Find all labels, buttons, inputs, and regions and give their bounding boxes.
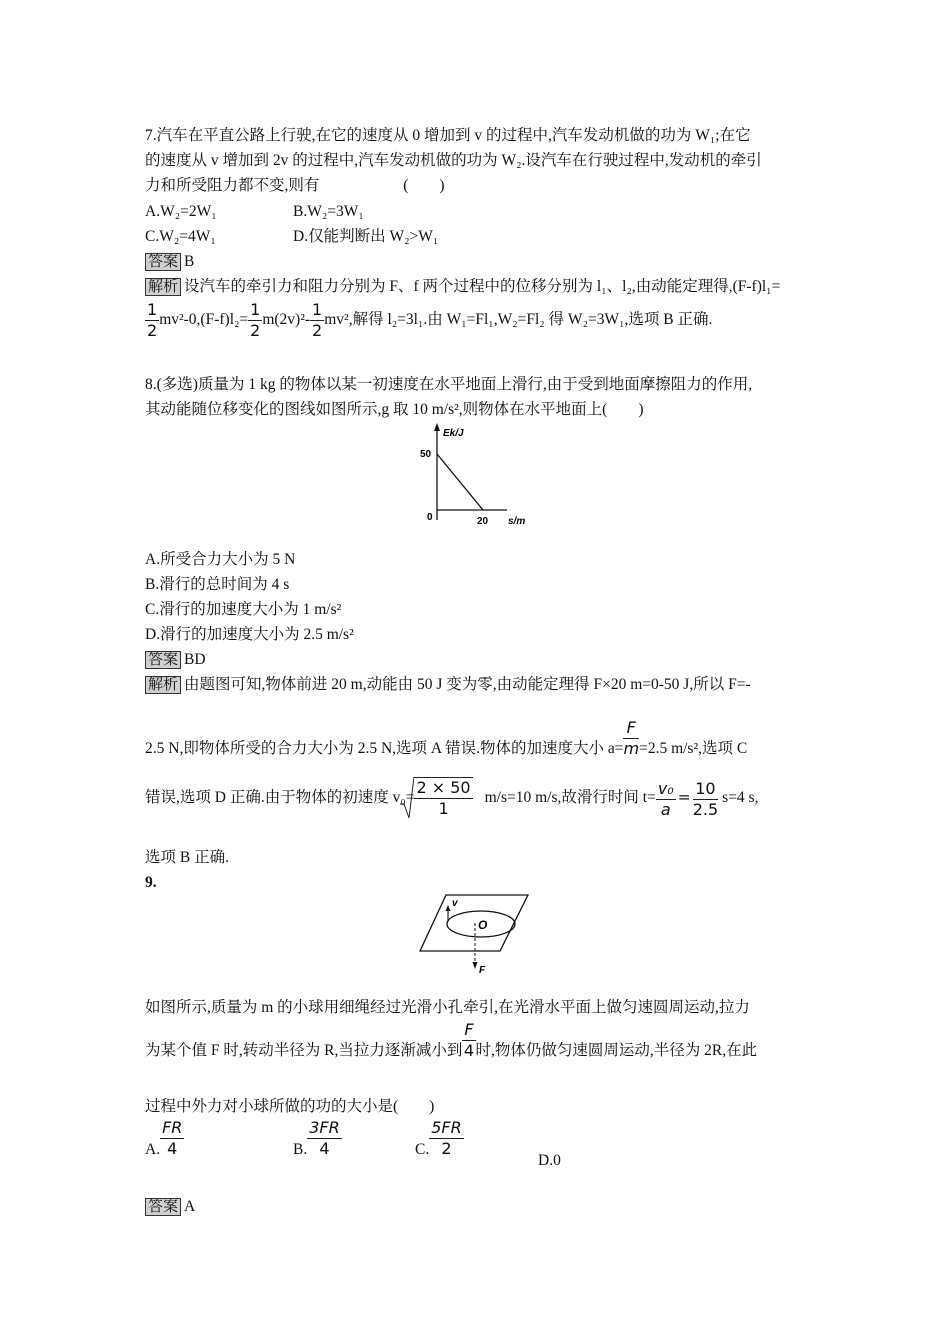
explain-label: 解析 [145,676,181,694]
q7-stem-line1: 7.汽车在平直公路上行驶,在它的速度从 0 增加到 v 的过程中,汽车发动机做的功为 W₁;在它 [145,127,751,144]
q9-fraction-f-over-4: $\frac{F}{4}$ [463,1020,475,1060]
q8-explain-text2a: 2.5 N,即物体所受的合力大小为 2.5 N,选项 A 错误.物体的加速度大小 a= [145,740,624,757]
q9-answer-row [145,1197,195,1217]
force-arrowhead-icon [473,962,478,969]
q7-stem-line3 [145,176,445,196]
q7-option-a: A.W₂=2W₁ [145,203,217,220]
q8-explain-text3b: m/s=10 m/s,故滑行时间 t= [484,789,656,806]
q8-fraction-10-over-2.5: $\frac{10}{2.5}$ [692,779,719,819]
q7-explain-text1: 设汽车的牵引力和阻力分别为 F、f 两个过程中的位移分别为 l₁、l₂,由动能定理得,(F-f)l₁= [184,278,781,295]
graph-x-tick: 20 [477,516,489,527]
q8-stem-line1: 8.(多选)质量为 1 kg 的物体以某一初速度在水平地面上滑行,由于受到地面摩擦阻力的作用, [145,376,753,393]
q9-option-d: D.0 [538,1152,561,1169]
q8-explain-line3 [145,775,758,820]
q9-number: 9. [145,874,157,891]
q8-answer: BD [184,651,206,668]
q8-explain-text3c: s=4 s, [722,789,759,806]
graph-y-tick: 50 [420,449,432,460]
figure-plane [420,895,528,951]
q8-answer-row [145,650,206,670]
q8-equals-sign: = [677,788,691,806]
q9-answer: A [184,1198,196,1215]
graph-y-label: Ek/J [443,428,464,439]
q9-figure [418,893,533,975]
q8-sqrt-expression: $\frac{2 \times 50}{1}$ [414,776,472,820]
q8-option-c: C.滑行的加速度大小为 1 m/s² [145,601,342,618]
q9-stem-line2 [145,1020,757,1061]
q8-fraction-v0-over-a: $\frac{\text{v₀}}{a}$ [657,779,674,819]
q8-fraction-f-over-m: $\frac{F}{m}$ [623,718,640,758]
q8-explain-text3a: 错误,选项 D 正确.由于物体的初速度 v₀= [145,789,415,806]
q7-explain-text2a: mv²-0,(F-f)l₂= [159,311,249,329]
q7-answer: B [184,253,195,270]
q8-explain-text1: 由题图可知,物体前进 20 m,动能由 50 J 变为零,由动能定理得 F×20 m=0-50 J,所以 F=- [184,676,751,693]
graph-x-label: s/m [508,516,526,527]
q8-ek-s-graph [415,420,540,532]
q7-fraction-half-2: $\frac{1}{2}$ [250,300,261,340]
q9-stem-line1: 如图所示,质量为 m 的小球用细绳经过光滑小孔牵引,在光滑水平面上做匀速圆周运动,拉力 [145,999,750,1016]
q7-explain-text2c: mv²,解得 l₂=3l₁.由 W₁=Fl₁,W₂=Fl₂ 得 W₂=3W₁,选项 B 正确. [324,311,713,329]
q7-fraction-half-1: $\frac{1}{2}$ [147,300,158,340]
graph-line [437,454,483,510]
figure-v-label: v [452,898,458,909]
q7-explain-text2b: m(2v)²- [262,311,311,329]
q8-explain-line1 [145,675,751,695]
q9-option-a: A. $\frac{FR}{4}$ [145,1118,183,1158]
q7-option-d: D.仅能判断出 W₂>W₁ [293,228,439,245]
q8-option-a: A.所受合力大小为 5 N [145,551,296,568]
graph-origin: 0 [427,512,433,523]
q7-answer-paren: ( ) [403,177,445,194]
q7-option-c: C.W₂=4W₁ [145,228,216,245]
q7-stem-line3-text: 力和所受阻力都不变,则有 [145,177,320,194]
q9-option-b: B. $\frac{3FR}{4}$ [293,1118,340,1158]
q7-option-b: B.W₂=3W₁ [293,203,364,220]
figure-o-label: O [478,918,488,932]
q7-answer-row [145,252,194,272]
q9-option-c: C. $\frac{5FR}{2}$ [415,1118,462,1158]
q8-explain-text2b: =2.5 m/s²,选项 C [639,740,748,757]
velocity-arrowhead-icon [446,905,451,911]
answer-label: 答案 [145,253,181,271]
q8-option-b: B.滑行的总时间为 4 s [145,576,290,593]
q8-stem-line2: 其动能随位移变化的图线如图所示,g 取 10 m/s²,则物体在水平地面上( ) [145,401,644,418]
q8-option-d: D.滑行的加速度大小为 2.5 m/s² [145,626,354,643]
q9-stem-line3: 过程中外力对小球所做的功的大小是( ) [145,1098,435,1115]
explain-label: 解析 [145,278,181,296]
answer-label: 答案 [145,1198,181,1216]
q9-stem-text2a: 为某个值 F 时,转动半径为 R,当拉力逐渐减小到 [145,1042,463,1059]
q7-fraction-half-3: $\frac{1}{2}$ [312,300,323,340]
q8-explain-line2 [145,718,747,759]
answer-label: 答案 [145,651,181,669]
q7-stem-line2: 的速度从 v 增加到 2v 的过程中,汽车发动机做的功为 W₂.设汽车在行驶过程中,发动机的牵引 [145,152,762,169]
q7-explain-line2 [145,300,712,341]
q9-stem-text2b: 时,物体仍做匀速圆周运动,半径为 2R,在此 [475,1042,758,1059]
q7-explain-line1 [145,277,780,297]
figure-f-label: F [479,965,486,975]
graph-y-arrow [434,423,440,431]
q8-explain-line4: 选项 B 正确. [145,849,229,866]
sqrt-sign-icon [400,776,414,820]
